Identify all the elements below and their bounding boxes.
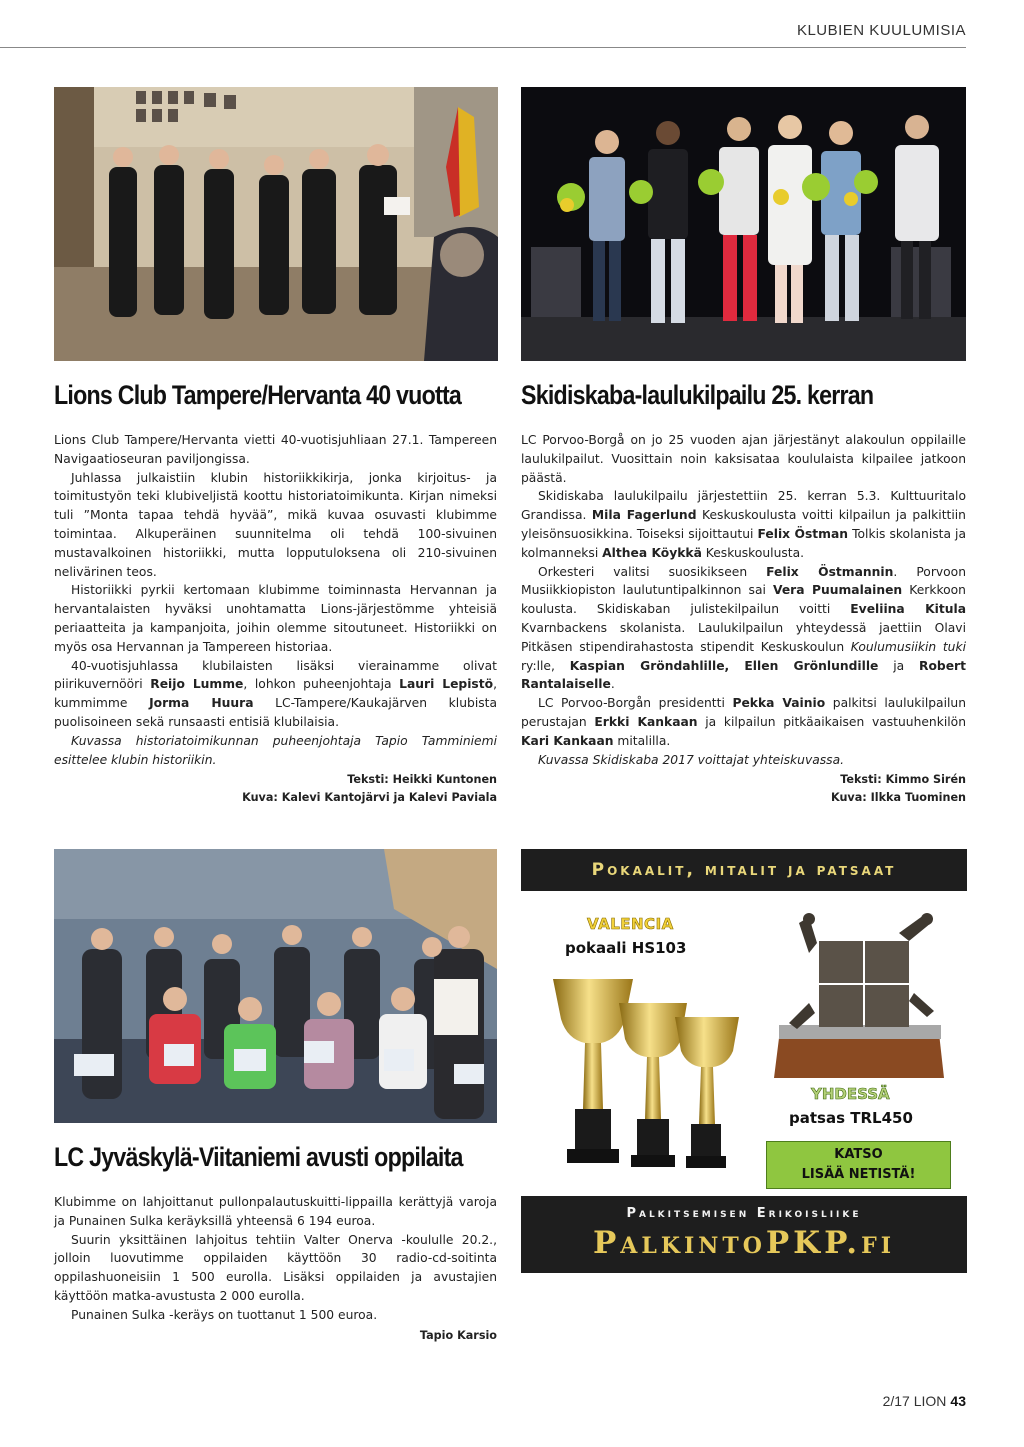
article1-paragraph: Lions Club Tampere/Hervanta vietti 40-vuotisjuhliaan 27.1. Tampereen Navigaatioseuran paviljongissa. — [54, 433, 497, 466]
article1-photo-caption: Kuvassa historiatoimikunnan puheenjohtaja Tapio Tamminiemi esittelee klubin historiikin. — [54, 733, 497, 767]
article3-paragraph: Klubimme on lahjoittanut pullonpalautuskuitti-lippailla kerättyjä varoja ja Punainen Sulka keräyksillä yhteensä 6 194 euroa. — [54, 1195, 497, 1228]
article2-paragraph: LC Porvoo-Borgån presidentti Pekka Vainio palkitsi laulukilpailun perustajan Erkki Kankaan ja kilpailun pitkäaikaisen vastuuhenkilön Kari Kankaan mitalilla. — [521, 696, 966, 748]
ad-product1-name: VALENCIA — [587, 915, 674, 933]
ad-product2-code: patsas TRL450 — [789, 1109, 913, 1127]
article1-paragraph: Juhlassa julkaistiin klubin historiikkikirja, jonka kirjoitus- ja toimitustyön teki klubiveljistä koottu historiatoimikunta. Kirjan nimeksi tuli ”Monta tapaa tehdä hyvää”, mikä kuvaa osuvasti klubimme toimintaa. Alkuperäinen suunnitelma oli tehdä 100-sivuinen mustavalkoinen historiikki, mutta lopputuloksena oli 210-sivuinen nelivärinen teos. — [54, 470, 497, 579]
article1-title: Lions Club Tampere/Hervanta 40 vuotta — [54, 380, 462, 410]
article2-credit-photo: Kuva: Ilkka Tuominen — [830, 791, 966, 805]
article3-paragraph: Suurin yksittäinen lahjoitus tehtiin Valter Onerva -koululle 20.2., jolloin luovutimme oppilaiden käyttöön 30 radio-cd-soitinta oppilashuoneisiin 1 500 eurolla. Lisäksi oppilaiden ja avustajien käyttöön matka-avustusta 2 000 eurolla. — [54, 1232, 497, 1303]
article2-paragraph: Orkesteri valitsi suosikikseen Felix Östmannin. Porvoon Musiikkiopiston laulutuntipalkinnon sai Vera Puumalainen Kerkkoon koulusta. Skidiskaban julistekilpailun voitti Eveliina Kitula Kvarnbackens skolanista. Laulukilpailun yhteydessä jaettiin Olavi Pitkäsen stipendirahastosta stipendit Keskuskoulun Koulumusiikin tuki ry:lle, Kaspian Gröndahlille, Ellen Grönlundille ja Robert Rantalaiselle. — [521, 564, 966, 692]
article2-body — [521, 431, 966, 807]
article3-credit: Tapio Karsio — [419, 1328, 497, 1342]
ad-slogan: Palkitsemisen Erikoisliike — [626, 1206, 862, 1221]
article2-title: Skidiskaba-laulukilpailu 25. kerran — [521, 380, 874, 410]
ad-cta-button[interactable] — [766, 1141, 951, 1189]
article1-credit-photo: Kuva: Kalevi Kantojärvi ja Kalevi Paviala — [242, 791, 497, 805]
article2-paragraph: LC Porvoo-Borgå on jo 25 vuoden ajan järjestänyt alakoulun oppilaille laulukilpailut. Vuosittain noin kaksisataa koululaista kilpailee jatkoon päästä. — [521, 433, 966, 485]
ad-brand-link[interactable]: PalkintoPKP.fi — [592, 1225, 896, 1261]
article1-paragraph: 40-vuotisjuhlassa klubilaisten lisäksi vierainamme olivat piirikuvernööri Reijo Lumme, lohkon puheenjohtaja Lauri Lepistö, kummimme Jorma Huura LC-Tampere/Kaukajärven klubista puolisoineen sekä runsaasti entisiä klubilaisia. — [54, 658, 497, 729]
photo-skidiskaba-winners — [521, 87, 966, 361]
page-footer — [883, 1393, 966, 1409]
article1-credit-text: Teksti: Heikki Kuntonen — [347, 773, 497, 787]
article1-paragraph: Historiikki pyrkii kertomaan klubimme toiminnasta Hervannan ja hervantalaisten hyväksi unohtamatta Lions-järjestömme yhteisiä periaatteita ja kampanjoita, joihin olemme sitoutuneet. Historiikki on myös osa Hervannan ja Tampereen historiaa. — [54, 583, 497, 654]
ad-footer-band — [521, 1196, 967, 1273]
trophies-image — [541, 969, 751, 1184]
ad-cta-line1: KATSO — [834, 1147, 883, 1162]
photo-jyvaskyla-group — [54, 849, 497, 1123]
photo-tampere-ceremony — [54, 87, 498, 361]
issue-label: 2/17 LION — [882, 1393, 947, 1409]
header-rule — [0, 47, 966, 48]
puzzle-statue-image — [749, 913, 949, 1078]
article3-paragraph: Punainen Sulka -keräys on tuottanut 1 500 euroa. — [71, 1307, 378, 1322]
section-label: KLUBIEN KUULUMISIA — [796, 22, 966, 39]
advertisement-palkintopkp[interactable] — [521, 849, 967, 1273]
article3-body — [54, 1193, 497, 1345]
article2-photo-caption: Kuvassa Skidiskaba 2017 voittajat yhteiskuvassa. — [538, 752, 845, 767]
ad-product1-code: pokaali HS103 — [565, 939, 687, 957]
ad-cta-line2: LISÄÄ NETISTÄ! — [801, 1167, 916, 1182]
ad-headline: Pokaalit, mitalit ja patsaat — [521, 849, 967, 891]
ad-product2-name: YHDESSÄ — [811, 1085, 890, 1103]
article1-body — [54, 431, 497, 807]
article2-paragraph: Skidiskaba laulukilpailu järjestettiin 25. kerran 5.3. Kulttuuritalo Grandissa. Mila Fagerlund Keskuskoulusta voitti kilpailun ja palkittiin yleisönsuosikkina. Toiseksi sijoittautui Felix Östman Tolkis skolanista ja kolmanneksi Althea Köykkä Keskuskoulusta. — [521, 489, 967, 560]
article3-title: LC Jyväskylä-Viitaniemi avusti oppilaita — [54, 1142, 463, 1172]
article2-credit-text: Teksti: Kimmo Sirén — [840, 773, 966, 787]
page-number: 43 — [950, 1393, 966, 1409]
